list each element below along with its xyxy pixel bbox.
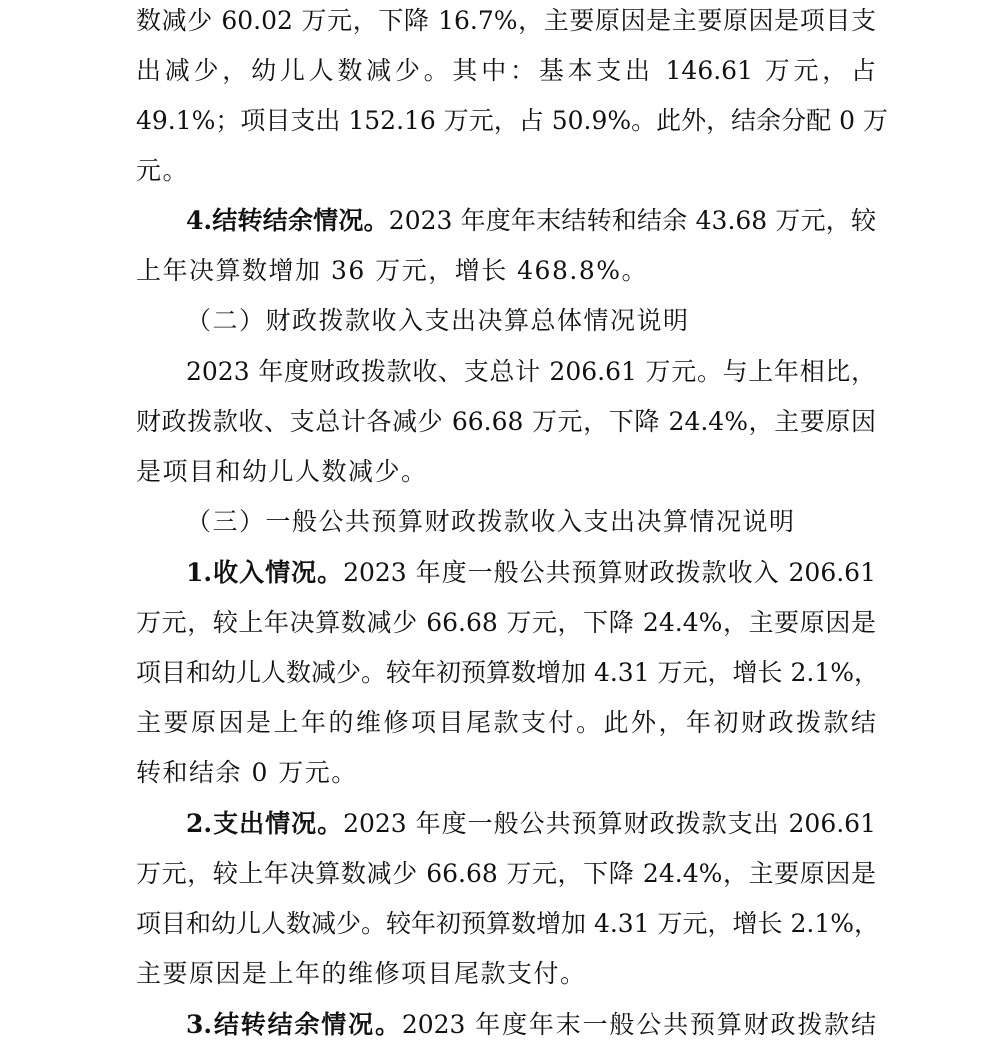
paragraph-line: 上年决算数增加 36 万元，增长 468.8%。 <box>136 256 648 285</box>
subsection-title: （三）一般公共预算财政拨款收入支出决算情况说明 <box>186 507 796 536</box>
section-heading: 4.结转结余情况。 <box>186 206 389 235</box>
paragraph-line: 4.结转结余情况。2023 年度年末结转和结余 43.68 万元，较 <box>186 206 876 235</box>
paragraph-line: 出减少，幼儿人数减少。其中：基本支出 146.61 万元，占 <box>136 56 876 85</box>
paragraph-line: 1.收入情况。2023 年度一般公共预算财政拨款收入 206.61 <box>186 558 876 587</box>
paragraph-line: 财政拨款收、支总计各减少 66.68 万元，下降 24.4%，主要原因 <box>136 407 876 436</box>
paragraph-line: 项目和幼儿人数减少。较年初预算数增加 4.31 万元，增长 2.1%， <box>136 909 880 938</box>
paragraph-line: 3.结转结余情况。2023 年度年末一般公共预算财政拨款结 <box>186 1010 876 1039</box>
paragraph-line: 是项目和幼儿人数减少。 <box>136 457 428 486</box>
section-heading: 3.结转结余情况。 <box>186 1010 402 1039</box>
paragraph-line: 49.1%；项目支出 152.16 万元，占 50.9%。此外，结余分配 0 万 <box>136 106 888 135</box>
section-heading: 1.收入情况。 <box>186 558 344 587</box>
paragraph-line: 万元，较上年决算数减少 66.68 万元，下降 24.4%，主要原因是 <box>136 608 876 637</box>
subsection-title: （二）财政拨款收入支出决算总体情况说明 <box>186 306 690 335</box>
paragraph-line: 2023 年度财政拨款收、支总计 206.61 万元。与上年相比， <box>186 357 876 386</box>
paragraph-line: 元。 <box>136 156 190 185</box>
paragraph-line: 数减少 60.02 万元，下降 16.7%，主要原因是主要原因是项目支 <box>136 6 876 35</box>
paragraph-line: 2.支出情况。2023 年度一般公共预算财政拨款支出 206.61 <box>186 809 876 838</box>
section-heading: 2.支出情况。 <box>186 809 344 838</box>
paragraph-line: 主要原因是上年的维修项目尾款支付。此外，年初财政拨款结 <box>136 708 876 737</box>
paragraph-line: 转和结余 0 万元。 <box>136 758 358 787</box>
paragraph-line: 项目和幼儿人数减少。较年初预算数增加 4.31 万元，增长 2.1%， <box>136 658 880 687</box>
paragraph-line: 主要原因是上年的维修项目尾款支付。 <box>136 959 587 988</box>
paragraph-line: 万元，较上年决算数减少 66.68 万元，下降 24.4%，主要原因是 <box>136 859 876 888</box>
